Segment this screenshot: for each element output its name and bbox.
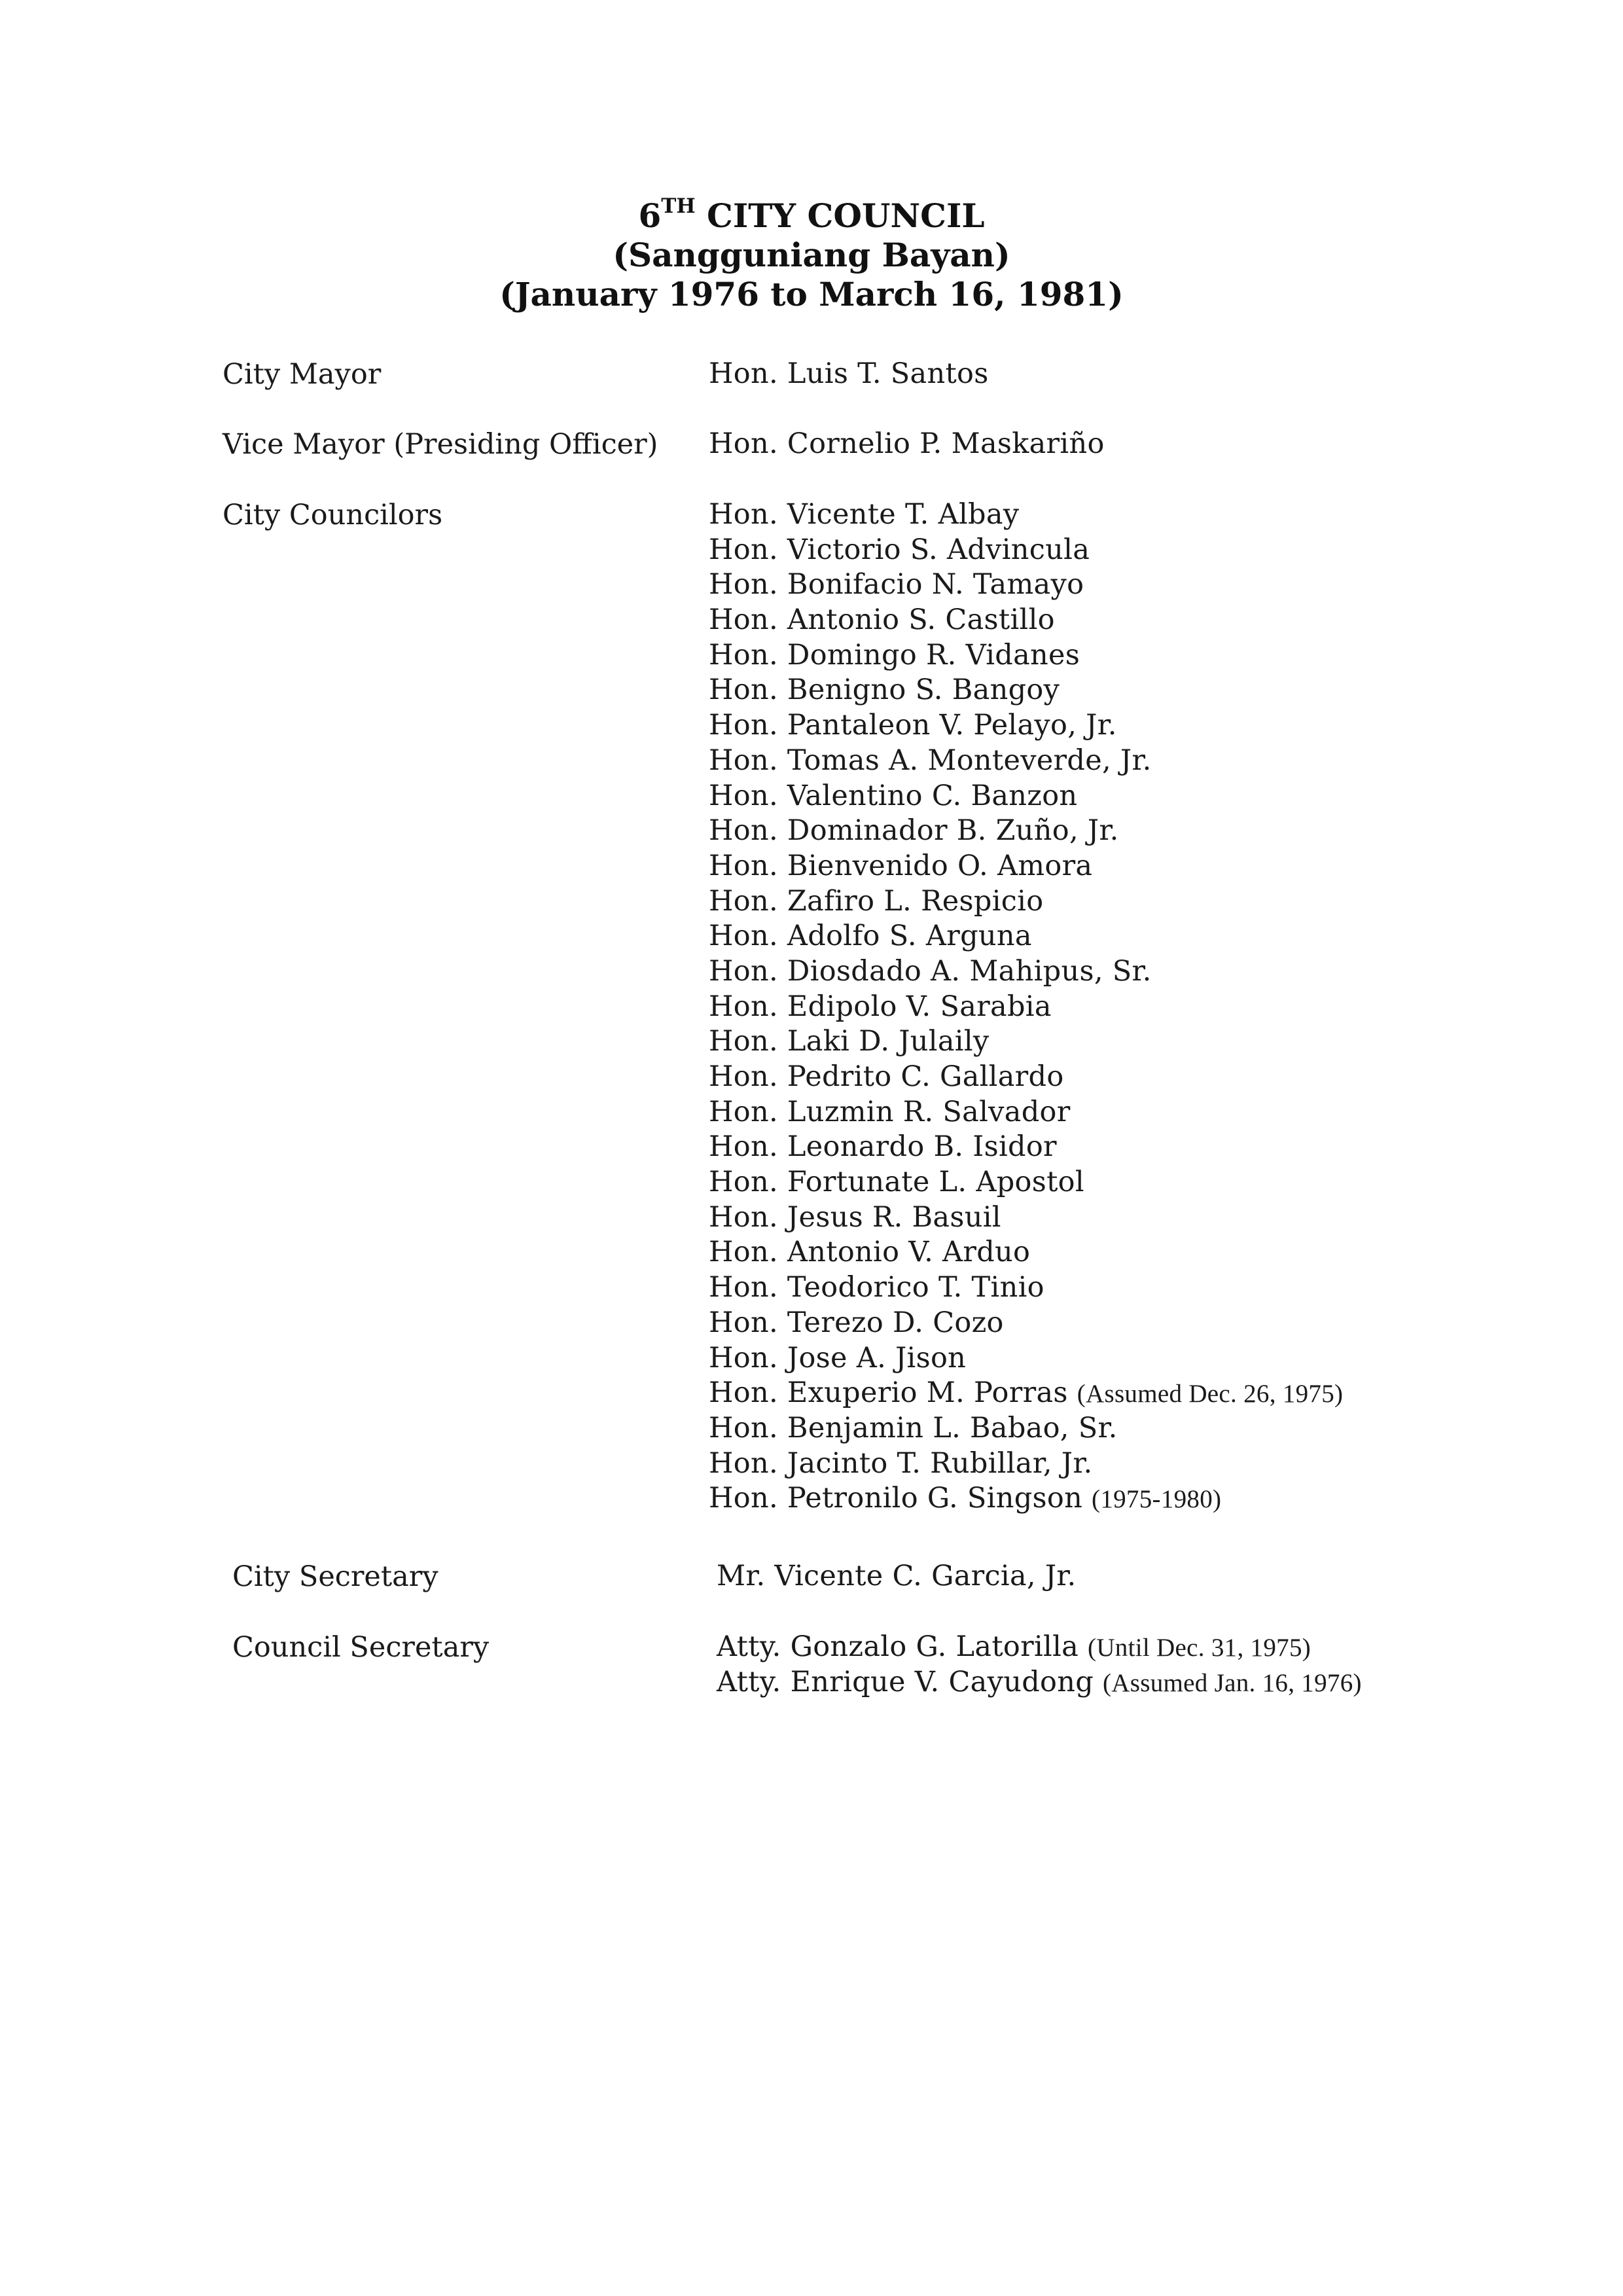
official-name-item [709, 1060, 1343, 1095]
official-name: Hon. Zafiro L. Respicio [709, 884, 1044, 918]
official-name: Hon. Benigno S. Bangoy [709, 673, 1060, 707]
official-name-item [709, 673, 1343, 708]
official-name: Hon. Fortunate L. Apostol [709, 1166, 1084, 1199]
official-name: Hon. Exuperio M. Porras [709, 1376, 1068, 1410]
official-name-item [709, 533, 1343, 568]
official-name-item [717, 1665, 1362, 1700]
official-name: Hon. Laki D. Julaily [709, 1025, 990, 1058]
title-ordinal: 6 [638, 196, 662, 235]
official-name-item [709, 919, 1343, 954]
official-term-note: (1975-1980) [1092, 1485, 1222, 1514]
official-name: Hon. Adolfo S. Arguna [709, 920, 1032, 953]
official-name-item [717, 1630, 1362, 1665]
city-secretary-names [717, 1559, 1076, 1594]
page-title [0, 196, 1623, 314]
vice-mayor-names [709, 427, 1105, 462]
title-line-2: (Sangguniang Bayan) [613, 236, 1010, 274]
official-name: Hon. Valentino C. Banzon [709, 779, 1078, 812]
official-name-item [709, 1235, 1343, 1270]
official-name-item [717, 1559, 1076, 1594]
official-name: Hon. Jesus R. Basuil [709, 1200, 1001, 1234]
official-name: Hon. Luis T. Santos [709, 357, 989, 390]
official-name: Hon. Edipolo V. Sarabia [709, 990, 1052, 1023]
title-line-1 [0, 196, 1623, 236]
official-name-item [709, 1306, 1343, 1341]
official-name: Hon. Bienvenido O. Amora [709, 849, 1093, 882]
official-name: Hon. Vicente T. Albay [709, 498, 1020, 531]
official-name: Hon. Victorio S. Advincula [709, 533, 1090, 566]
official-name-item [709, 1376, 1343, 1411]
official-name-item [709, 884, 1343, 920]
official-name-item [709, 1200, 1343, 1236]
official-name-item [709, 990, 1343, 1025]
official-name-item [709, 1270, 1343, 1306]
official-name-item [709, 1165, 1343, 1200]
official-name: Atty. Gonzalo G. Latorilla [717, 1630, 1079, 1663]
official-name-item [709, 744, 1343, 779]
official-name-item [709, 708, 1343, 744]
title-council: CITY COUNCIL [707, 196, 985, 235]
official-name: Atty. Enrique V. Cayudong [717, 1665, 1094, 1698]
official-name: Hon. Cornelio P. Maskariño [709, 427, 1105, 460]
official-name-item [709, 427, 1105, 462]
official-name: Hon. Diosdado A. Mahipus, Sr. [709, 954, 1152, 988]
official-name-item [709, 1411, 1343, 1446]
official-name-item [709, 1481, 1343, 1516]
official-name: Hon. Jacinto T. Rubillar, Jr. [709, 1446, 1093, 1480]
official-term-note: (Until Dec. 31, 1975) [1088, 1634, 1311, 1662]
official-name: Hon. Leonardo B. Isidor [709, 1130, 1057, 1164]
official-name-item [709, 849, 1343, 884]
city-mayor-names [709, 357, 989, 392]
official-name: Mr. Vicente C. Garcia, Jr. [717, 1560, 1077, 1592]
official-name: Hon. Tomas A. Monteverde, Jr. [709, 744, 1152, 777]
official-name-item [709, 954, 1343, 990]
official-name: Hon. Luzmin R. Salvador [709, 1095, 1071, 1128]
role-label-city-councilors: City Councilors [223, 499, 443, 531]
official-name: Hon. Benjamin L. Babao, Sr. [709, 1411, 1118, 1444]
official-name-item [709, 357, 989, 392]
official-name: Hon. Jose A. Jison [709, 1341, 967, 1374]
role-label-council-secretary: Council Secretary [232, 1631, 490, 1664]
official-name-item [709, 1024, 1343, 1060]
official-term-note: (Assumed Jan. 16, 1976) [1103, 1668, 1362, 1697]
official-name-item [709, 779, 1343, 814]
official-name-item [709, 638, 1343, 673]
council-secretary-names [717, 1630, 1362, 1700]
official-term-note: (Assumed Dec. 26, 1975) [1077, 1380, 1344, 1408]
official-name-item [709, 603, 1343, 638]
role-label-city-secretary: City Secretary [232, 1560, 438, 1593]
official-name-item [709, 1446, 1343, 1482]
official-name: Hon. Pedrito C. Gallardo [709, 1060, 1064, 1093]
official-name-item [709, 567, 1343, 603]
official-name: Hon. Bonifacio N. Tamayo [709, 568, 1084, 601]
official-name: Hon. Teodorico T. Tinio [709, 1271, 1044, 1304]
official-name-item [709, 497, 1343, 533]
city-councilors-names [709, 497, 1343, 1516]
official-name: Hon. Dominador B. Zuño, Jr. [709, 814, 1119, 848]
official-name: Hon. Antonio S. Castillo [709, 603, 1055, 637]
title-ordinal-suffix: TH [661, 194, 696, 219]
official-name: Hon. Petronilo G. Singson [709, 1482, 1083, 1515]
title-line-3: (January 1976 to March 16, 1981) [499, 275, 1124, 314]
official-name-item [709, 1095, 1343, 1130]
official-name: Hon. Domingo R. Vidanes [709, 638, 1080, 672]
official-name-item [709, 814, 1343, 849]
official-name: Hon. Antonio V. Arduo [709, 1236, 1031, 1269]
official-name: Hon. Terezo D. Cozo [709, 1306, 1004, 1339]
official-name-item [709, 1130, 1343, 1165]
role-label-vice-mayor: Vice Mayor (Presiding Officer) [223, 428, 658, 461]
official-name: Hon. Pantaleon V. Pelayo, Jr. [709, 709, 1117, 742]
role-label-city-mayor: City Mayor [223, 358, 382, 391]
official-name-item [709, 1341, 1343, 1376]
